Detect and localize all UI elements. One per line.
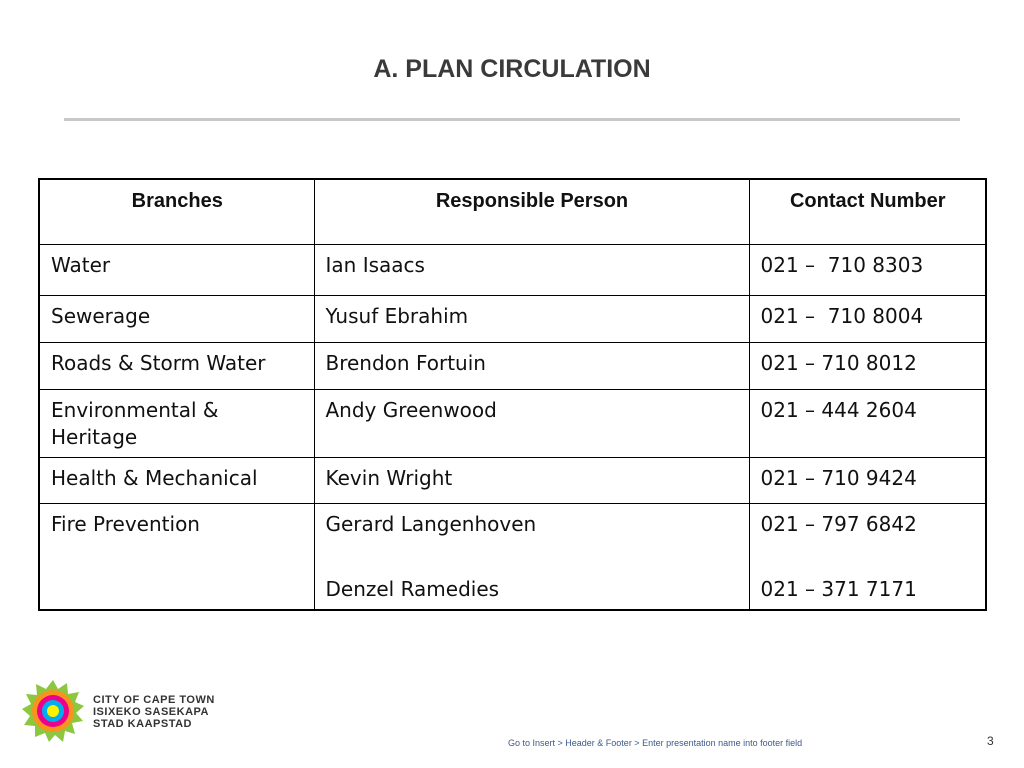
table-row: [39, 343, 986, 390]
contact-cell: [749, 504, 986, 611]
header-branches: Branches: [39, 179, 314, 245]
contact-cell: 021 – 710 8012: [749, 343, 986, 390]
person-cell: Ian Isaacs: [314, 245, 749, 296]
logo-line: CITY OF CAPE TOWN: [93, 694, 215, 706]
contact-cell: 021 – 710 9424: [749, 458, 986, 504]
contact-cell: 021 – 710 8303: [749, 245, 986, 296]
logo-sunburst: [22, 680, 84, 742]
table-row: [39, 458, 986, 504]
table-row: [39, 390, 986, 458]
branch-cell: Water: [39, 245, 314, 296]
person-name: Denzel Ramedies: [325, 577, 500, 601]
contact-number: 021 – 371 7171: [760, 577, 917, 601]
title-divider: [64, 118, 960, 121]
contact-cell: 021 – 444 2604: [749, 390, 986, 458]
person-cell: Brendon Fortuin: [314, 343, 749, 390]
branch-cell: Fire Prevention: [39, 504, 314, 611]
header-responsible-person: Responsible Person: [314, 179, 749, 245]
table-row: [39, 296, 986, 343]
branch-cell: Health & Mechanical: [39, 458, 314, 504]
table-row: [39, 245, 986, 296]
table-row: [39, 504, 986, 611]
person-cell: Yusuf Ebrahim: [314, 296, 749, 343]
header-contact-number: Contact Number: [749, 179, 986, 245]
person-cell: [314, 504, 749, 611]
person-cell: Kevin Wright: [314, 458, 749, 504]
branch-cell: Environmental & Heritage: [39, 390, 314, 458]
slide-title: A. PLAN CIRCULATION: [373, 55, 651, 83]
city-of-cape-town-logo-icon: [22, 680, 84, 742]
branch-cell: Sewerage: [39, 296, 314, 343]
table-header-row: [39, 179, 986, 245]
logo-line: STAD KAAPSTAD: [93, 718, 192, 730]
person-cell: Andy Greenwood: [314, 390, 749, 458]
logo-wordmark: [93, 694, 215, 730]
footer-text: Go to Insert > Header & Footer > Enter presentation name into footer field: [508, 738, 803, 748]
logo-line: ISIXEKO SASEKAPA: [93, 706, 209, 718]
logo-ring-yellow: [47, 705, 59, 717]
contact-number: 021 – 797 6842: [760, 512, 917, 536]
person-name: Gerard Langenhoven: [325, 512, 537, 536]
contact-cell: 021 – 710 8004: [749, 296, 986, 343]
branch-cell: Roads & Storm Water: [39, 343, 314, 390]
plan-circulation-table: [38, 178, 987, 611]
page-number: 3: [987, 734, 994, 748]
